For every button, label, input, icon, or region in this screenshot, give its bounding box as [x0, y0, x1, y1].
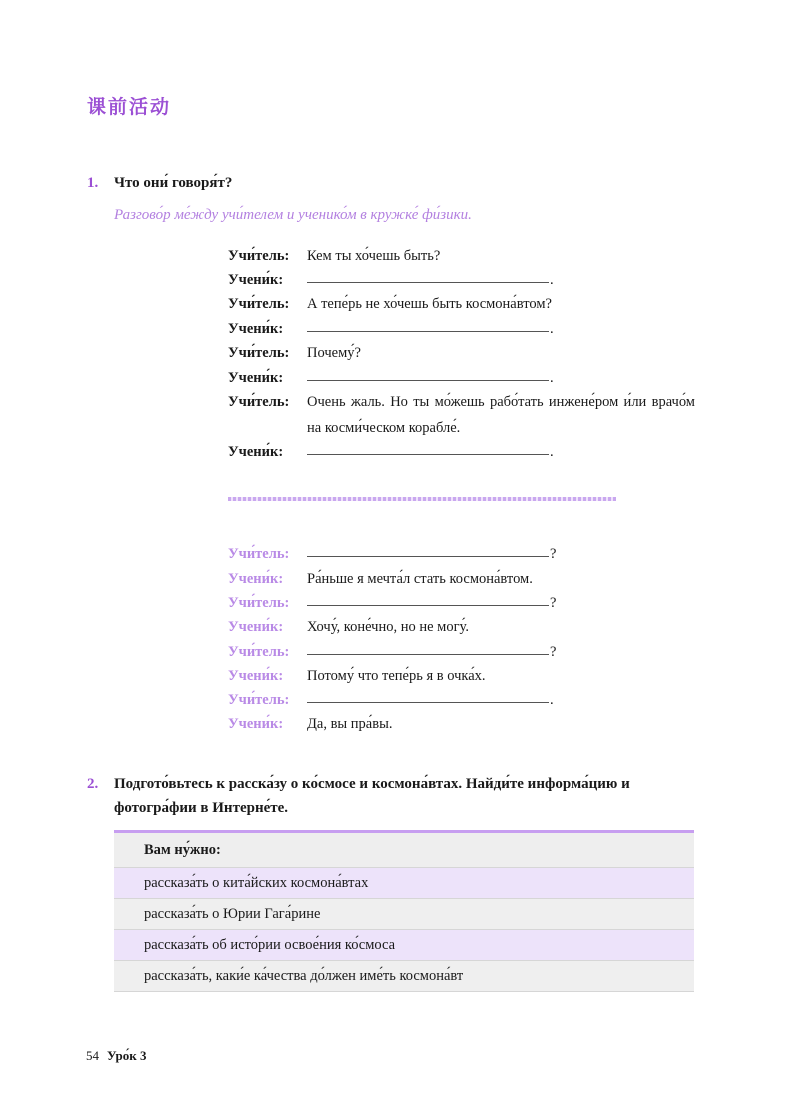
blank-punctuation: .: [550, 692, 554, 708]
table-header: Вам ну́жно:: [114, 833, 694, 868]
speaker-label: Учи́тель:: [228, 248, 290, 264]
page-number: 54: [86, 1048, 99, 1063]
task-1-title: Что они́ говоря́т?: [114, 175, 233, 191]
speaker-label: Учи́тель:: [228, 296, 290, 312]
task-table: [114, 830, 694, 992]
answer-blank[interactable]: [307, 556, 549, 557]
section-title: 课前活动: [87, 96, 172, 118]
answer-blank[interactable]: [307, 702, 549, 703]
answer-blank[interactable]: [307, 282, 549, 283]
dialogue-divider: [228, 497, 616, 501]
dialogue-text: Хочу́, коне́чно, но не могу́.: [307, 619, 469, 635]
dialogue-text: Почему́?: [307, 345, 361, 361]
speaker-label: Учени́к:: [228, 619, 284, 635]
blank-punctuation: .: [550, 444, 554, 460]
speaker-label: Учи́тель:: [228, 345, 290, 361]
blank-punctuation: .: [550, 321, 554, 337]
dialogue-text: Кем ты хо́чешь быть?: [307, 248, 441, 264]
task-1-number: 1.: [87, 175, 99, 191]
blank-punctuation: ?: [550, 595, 557, 611]
task-2-title-line-1: Подгото́вьтесь к расска́зу о ко́смосе и космона́втах. Найди́те информа́цию и: [114, 776, 630, 792]
blank-punctuation: .: [550, 272, 554, 288]
answer-blank[interactable]: [307, 605, 549, 606]
speaker-label: Учени́к:: [228, 668, 284, 684]
speaker-label: Учени́к:: [228, 321, 284, 337]
speaker-label: Учи́тель:: [228, 546, 290, 562]
table-row: рассказа́ть об исто́рии освое́ния ко́смоса: [114, 930, 694, 961]
task-1-heading: [87, 175, 232, 192]
blank-punctuation: ?: [550, 644, 557, 660]
speaker-label: Учи́тель:: [228, 644, 290, 660]
speaker-label: Учени́к:: [228, 716, 284, 732]
speaker-label: Учени́к:: [228, 272, 284, 288]
blank-punctuation: ?: [550, 546, 557, 562]
dialogue-text: Ра́ньше я мечта́л стать космона́втом.: [307, 571, 533, 587]
speaker-label: Учени́к:: [228, 571, 284, 587]
table-row: рассказа́ть о кита́йских космона́втах: [114, 868, 694, 899]
dialogue-text: Да, вы пра́вы.: [307, 716, 393, 732]
speaker-label: Учи́тель:: [228, 595, 290, 611]
answer-blank[interactable]: [307, 654, 549, 655]
answer-blank[interactable]: [307, 380, 549, 381]
answer-blank[interactable]: [307, 331, 549, 332]
speaker-label: Учи́тель:: [228, 394, 290, 410]
table-row: рассказа́ть о Юрии Гага́рине: [114, 899, 694, 930]
lesson-label: Уро́к 3: [107, 1048, 147, 1063]
task-2-number: 2.: [87, 776, 99, 792]
table-row: рассказа́ть, каки́е ка́чества до́лжен име́ть космона́вт: [114, 961, 694, 992]
dialogue-text: Очень жаль. Но ты мо́жешь рабо́тать инжене́ром и́ли врачо́м на косми́ческом корабле́.: [307, 394, 695, 436]
page-footer: [86, 1048, 146, 1064]
speaker-label: Учи́тель:: [228, 692, 290, 708]
task-2-title-line-2: фотогра́фии в Интерне́те.: [114, 800, 289, 816]
speaker-label: Учени́к:: [228, 444, 284, 460]
dialogue-text: А тепе́рь не хо́чешь быть космона́втом?: [307, 296, 552, 312]
task-2-heading: [87, 776, 630, 793]
dialogue-text: Потому́ что тепе́рь я в очка́х.: [307, 668, 486, 684]
speaker-label: Учени́к:: [228, 370, 284, 386]
blank-punctuation: .: [550, 370, 554, 386]
task-1-subtitle: Разгово́р ме́жду учи́телем и ученико́м в кружке́ фи́зики.: [114, 207, 472, 223]
answer-blank[interactable]: [307, 454, 549, 455]
